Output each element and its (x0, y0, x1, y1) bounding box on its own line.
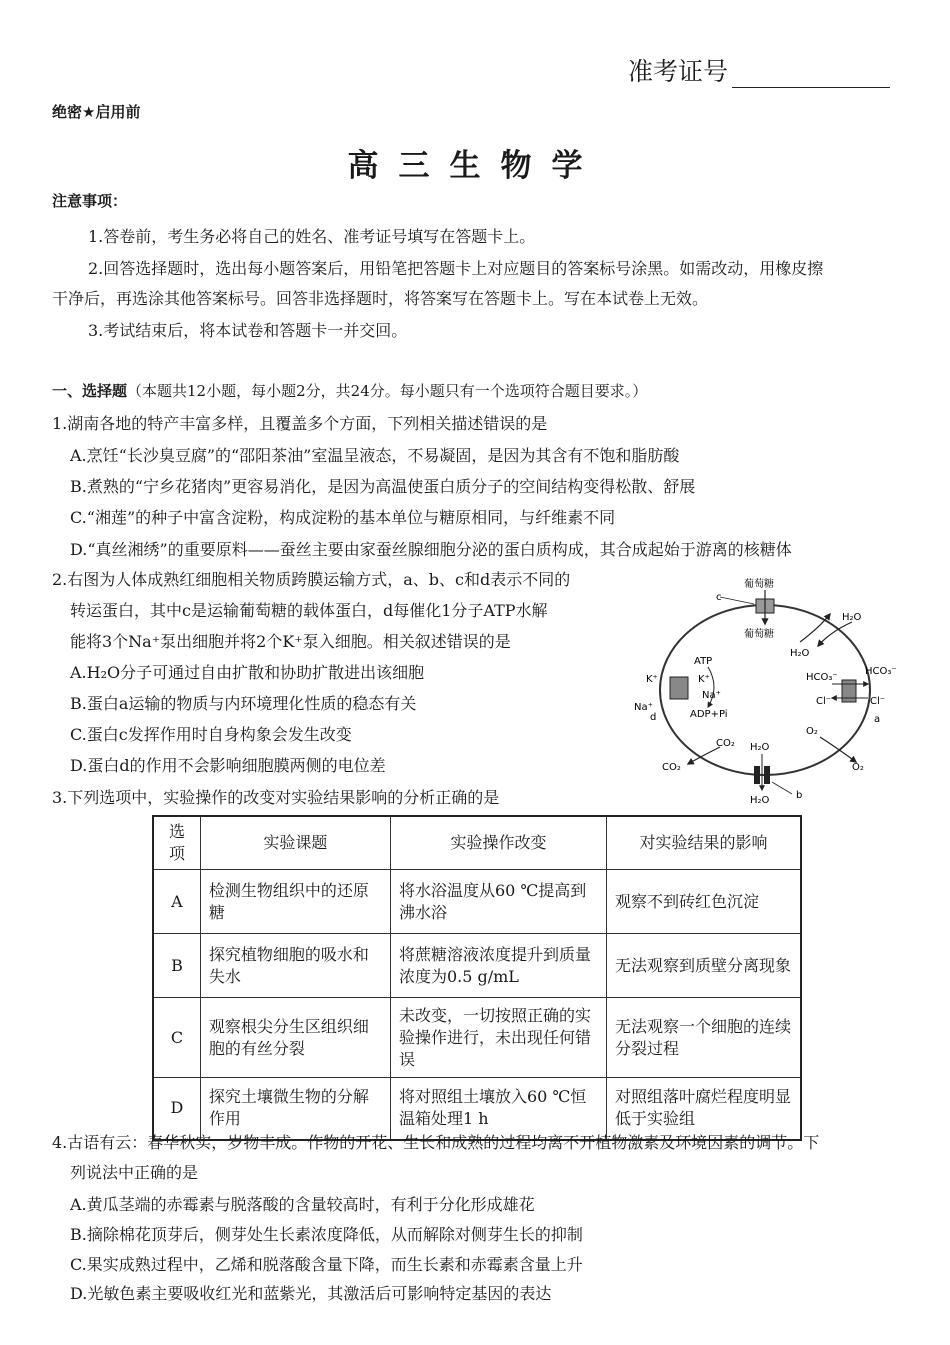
section-note: （本题共12小题，每小题2分，共24分。每小题只有一个选项符合题目要求。） (127, 382, 648, 400)
table-row (153, 998, 801, 1078)
protein-a-label: a (874, 714, 881, 725)
table-cell: 将蔗糖溶液浓度提升到质量浓度为0.5 g/mL (390, 934, 606, 998)
cl-outside-label: Cl⁻ (870, 696, 886, 707)
question-4-option-a: A.黄瓜茎端的赤霉素与脱落酸的含量较高时，有利于分化形成雄花 (70, 1195, 535, 1214)
notice-heading: 注意事项： (52, 192, 128, 210)
question-1-option-a: A.烹饪“长沙臭豆腐”的“邵阳茶油”室温呈液态，不易凝固，是因为其含有不饱和脂肪酸 (70, 446, 680, 465)
water-inside-label-2: H₂O (750, 742, 770, 753)
cell-transport-diagram (620, 572, 910, 807)
table-cell: 探究土壤微生物的分解作用 (200, 1078, 390, 1140)
o2-outside-label: O₂ (852, 762, 864, 773)
question-3-stem: 3.下列选项中，实验操作的改变对实验结果影响的分析正确的是 (52, 788, 500, 807)
table-cell: D (153, 1078, 200, 1140)
question-2-option-b: B.蛋白a运输的物质与内环境理化性质的稳态有关 (70, 694, 417, 713)
question-4-option-b: B.摘除棉花顶芽后，侧芽处生长素浓度降低，从而解除对侧芽生长的抑制 (70, 1225, 583, 1244)
k-inside-label: K⁺ (698, 674, 710, 685)
table-cell: 对照组落叶腐烂程度明显低于实验组 (606, 1078, 801, 1140)
k-outside-label: K⁺ (646, 674, 658, 685)
question-1-stem: 1.湖南各地的特产丰富多样，且覆盖多个方面，下列相关描述错误的是 (52, 414, 548, 433)
table-cell: C (153, 998, 200, 1078)
protein-a (842, 680, 856, 702)
co2-outside-label: CO₂ (662, 762, 681, 773)
section-title: 一、选择题 (52, 382, 128, 400)
question-1-option-d: D.“真丝湘绣”的重要原料——蚕丝主要由家蚕丝腺细胞分泌的蛋白质构成，其合成起始于游离的核糖体 (70, 540, 792, 559)
o2-inside-label: O₂ (806, 726, 818, 737)
table-cell: 无法观察到质壁分离现象 (606, 934, 801, 998)
table-header: 选项 (153, 816, 200, 870)
water-outside-label-2: H₂O (750, 795, 770, 806)
hco3-inside-label: HCO₃⁻ (806, 672, 838, 683)
table-cell: 未改变，一切按照正确的实验操作进行，未出现任何错误 (390, 998, 606, 1078)
protein-b-label: b (796, 790, 803, 801)
secret-label: 绝密★启用前 (52, 103, 141, 121)
table-header: 实验课题 (200, 816, 390, 870)
section-heading (52, 380, 647, 401)
notice-item: 3.考试结束后，将本试卷和答题卡一并交回。 (88, 321, 408, 340)
table-cell: 检测生物组织中的还原糖 (200, 870, 390, 934)
hco3-outside-label: HCO₃⁻ (865, 666, 897, 677)
protein-d (670, 677, 688, 699)
table-header: 实验操作改变 (390, 816, 606, 870)
question-1-option-c: C.“湘莲”的种子中富含淀粉，构成淀粉的基本单位与糖原相同，与纤维素不同 (70, 508, 616, 527)
table-cell: B (153, 934, 200, 998)
question-4-option-c: C.果实成熟过程中，乙烯和脱落酸含量下降，而生长素和赤霉素含量上升 (70, 1255, 583, 1274)
na-outside-label: Na⁺ (634, 702, 653, 713)
atp-label: ATP (694, 656, 713, 667)
water-inside-label-1: H₂O (790, 648, 810, 659)
question-2-stem-line: 能将3个Na⁺泵出细胞并将2个K⁺泵入细胞。相关叙述错误的是 (70, 632, 511, 651)
table-row (153, 870, 801, 934)
table-header-row (153, 816, 801, 870)
table-cell: 观察不到砖红色沉淀 (606, 870, 801, 934)
glucose-inside-label: 葡萄糖 (744, 629, 774, 640)
question-1-option-b: B.煮熟的“宁乡花猪肉”更容易消化，是因为高温使蛋白质分子的空间结构变得松散、舒展 (70, 477, 696, 496)
notice-item: 1.答卷前，考生务必将自己的姓名、准考证号填写在答题卡上。 (88, 227, 536, 246)
table-row (153, 934, 801, 998)
question-4-stem-line: 4.古语有云：春华秋实，岁物丰成。作物的开花、生长和成熟的过程均离不开植物激素及环境因素的调节。下 (52, 1133, 820, 1152)
notice-item: 干净后，再选涂其他答案标号。回答非选择题时，将答案写在答题卡上。写在本试卷上无效。 (52, 289, 709, 308)
question-4-option-d: D.光敏色素主要吸收红光和蓝紫光，其激活后可影响特定基因的表达 (70, 1284, 552, 1303)
adp-label: ADP+Pi (690, 709, 728, 720)
protein-c-label: c (716, 592, 722, 603)
table-cell: 观察根尖分生区组织细胞的有丝分裂 (200, 998, 390, 1078)
question-2-stem-line: 2.右图为人体成熟红细胞相关物质跨膜运输方式，a、b、c和d表示不同的 (52, 570, 571, 589)
protein-b (754, 766, 760, 784)
table-cell: 探究植物细胞的吸水和失水 (200, 934, 390, 998)
exam-id-label: 准考证号 (628, 57, 729, 86)
notice-item: 2.回答选择题时，选出每小题答案后，用铅笔把答题卡上对应题目的答案标号涂黑。如需改动，用橡皮擦 (88, 259, 824, 278)
table-cell: 将水浴温度从60 ℃提高到沸水浴 (390, 870, 606, 934)
water-outside-label-1: H₂O (842, 612, 862, 623)
table-header: 对实验结果的影响 (606, 816, 801, 870)
table-cell: 无法观察一个细胞的连续分裂过程 (606, 998, 801, 1078)
cl-inside-label: Cl⁻ (816, 696, 832, 707)
exam-id-blank (732, 61, 890, 88)
glucose-outside-label: 葡萄糖 (744, 579, 774, 590)
question-2-option-a: A.H₂O分子可通过自由扩散和协助扩散进出该细胞 (70, 663, 425, 682)
experiment-table (152, 815, 802, 1141)
table-cell: A (153, 870, 200, 934)
table-cell: 将对照组土壤放入60 ℃恒温箱处理1 h (390, 1078, 606, 1140)
co2-inside-label: CO₂ (716, 738, 735, 749)
question-2-option-d: D.蛋白d的作用不会影响细胞膜两侧的电位差 (70, 756, 386, 775)
page-title: 高三生物学 (347, 148, 603, 184)
question-4-stem-line: 列说法中正确的是 (70, 1163, 199, 1182)
na-inside-label: Na⁺ (702, 690, 721, 701)
protein-b (764, 766, 770, 784)
question-2-stem-line: 转运蛋白，其中c是运输葡萄糖的载体蛋白，d每催化1分子ATP水解 (70, 601, 548, 620)
exam-id-field (628, 52, 890, 88)
protein-d-label: d (650, 712, 657, 723)
question-2-option-c: C.蛋白c发挥作用时自身构象会发生改变 (70, 725, 352, 744)
